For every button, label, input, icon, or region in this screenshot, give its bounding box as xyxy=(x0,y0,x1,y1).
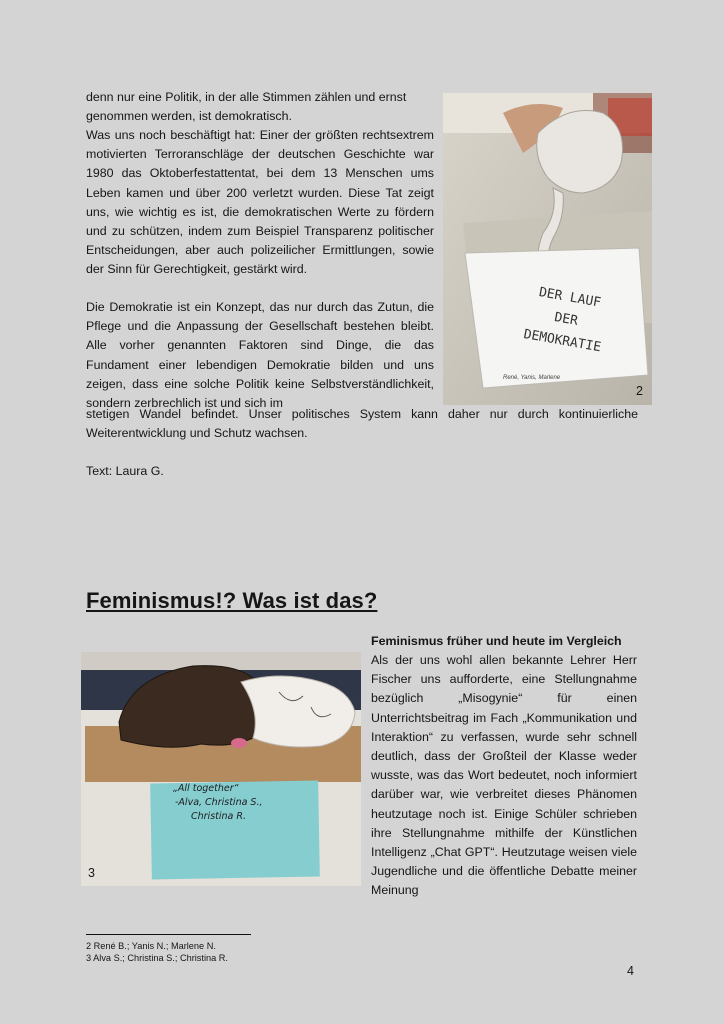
article1-author: Text: Laura G. xyxy=(86,464,164,478)
footnote-divider xyxy=(86,934,251,935)
sign-word3: DEMOKRATIE xyxy=(522,326,603,356)
article1-paragraph2: Was uns noch beschäftigt hat: Einer der größten rechtsextrem motivierten Terroranschläge der deutschen Geschichte war 1980 das Oktoberfestattentat, bei dem 13 Menschen ums Leben kamen und über 200 verletzt wurden. Diese Tat zeigt uns, wie wichtig es ist, die demokratischen Werte zu fördern und zu schützen, indem zum Beispiel Transparenz politischer Entscheidungen, aber auch polizeilicher Ermittlungen, sowie der Sinn für Gerechtigkeit, gestärkt wird. xyxy=(86,128,434,277)
sign-word1: DER LAUF xyxy=(537,285,603,311)
footnote-3: 3 Alva S.; Christina S.; Christina R. xyxy=(86,953,228,963)
article1-paragraph3-continued: stetigen Wandel befindet. Unser politisches System kann daher nur durch kontinuierliche Weiterentwicklung und Schutz wachsen. xyxy=(86,407,638,441)
sign-signature: René, Yanis, Marlene xyxy=(503,375,561,381)
card-text xyxy=(159,782,319,824)
figure2-photo xyxy=(443,93,652,405)
footnote-2: 2 René B.; Yanis N.; Marlene N. xyxy=(86,941,216,951)
article2-heading: Feminismus!? Was ist das? xyxy=(86,588,378,613)
figure3-number: 3 xyxy=(88,866,95,880)
article2-body: Als der uns wohl allen bekannte Lehrer Herr Fischer uns aufforderte, eine Stellungnahme bezüglich „Misogynie“ für einen Unterrichtsbeitrag im Fach „Kommunikation und Interaktion“ zu verfassen, wurde sehr schnell deutlich, dass der Großteil der Klasse weder wusste, was das Wort bedeutet, noch informiert darüber war, wie verbreitet dieses Phänomen heutzutage noch ist. Einige Schüler schrieben ihre Stellungnahme mithilfe der Künstlichen Intelligenz „Chat GPT“. Heutzutage weisen viele Jugendliche und die öffentliche Debatte meiner Meinung xyxy=(371,653,637,898)
article1-paragraph3: Die Demokratie ist ein Konzept, das nur durch das Zutun, die Pflege und die Anpassung der Gesellschaft bestehen bleibt. Alle vorher genannten Faktoren sind Dinge, die das Fundament einer lebendigen Demokratie bilden und uns zeigen, dass eine solche Politik keine Selbstverständlichkeit, sondern zerbrechlich ist und sich im xyxy=(86,300,434,411)
figure2-number: 2 xyxy=(636,384,643,398)
figure3-photo xyxy=(81,652,361,886)
page-number: 4 xyxy=(627,964,634,978)
article1-line2: genommen werden, ist demokratisch. xyxy=(86,109,292,123)
article2-subheading: Feminismus früher und heute im Vergleich xyxy=(371,634,622,648)
article1-line1: denn nur eine Politik, in der alle Stimmen zählen und ernst xyxy=(86,90,407,104)
card-line1: „All together“ xyxy=(173,783,239,794)
card-line3: Christina R. xyxy=(191,811,246,822)
card-line2: -Alva, Christina S., xyxy=(175,797,263,808)
sign-word2: DER xyxy=(553,310,579,329)
